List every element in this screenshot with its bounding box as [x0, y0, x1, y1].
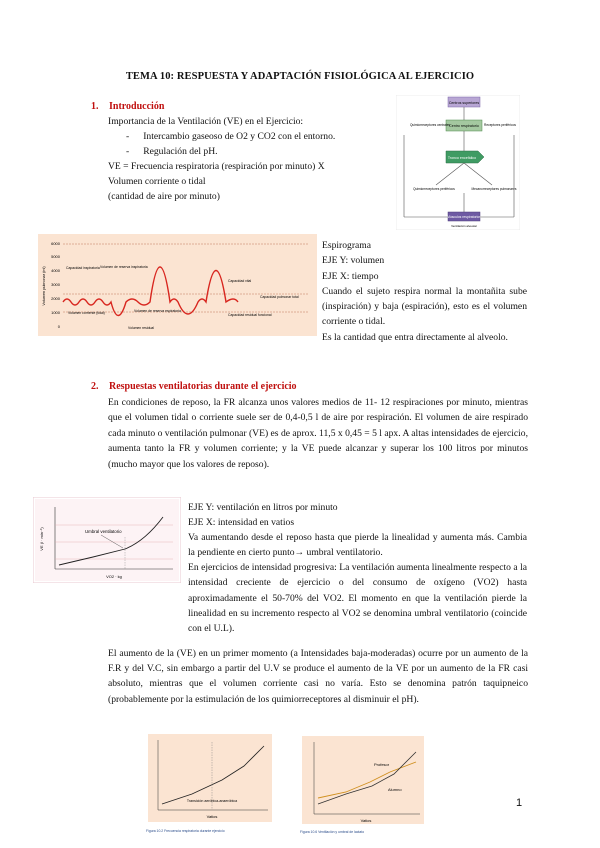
text-line: EJE Y: ventilación en litros por minuto	[188, 502, 338, 513]
text-line: Espirograma	[322, 240, 372, 251]
bullet-item: - Regulación del pH.	[126, 146, 218, 157]
tick-label: 4000	[51, 268, 60, 273]
section-1-body	[108, 114, 388, 204]
page-title: TEMA 10: RESPUESTA Y ADAPTACIÓN FISIOLÓGICA AL EJERCICIO	[125, 71, 475, 82]
label-left: Quimiorreceptores centrales	[409, 123, 451, 127]
figure-right-background	[302, 736, 424, 824]
figure-left	[142, 730, 278, 842]
label-cap-inspiratoria: Capacidad inspiratoria	[66, 266, 100, 270]
spirogram-background	[38, 234, 317, 336]
text-line: EJE Y: volumen	[322, 255, 385, 267]
label-vol-reserva-esp: Volumen de reserva espiratoria	[134, 309, 181, 313]
label-top: Centros superiores	[448, 101, 480, 105]
label-vol-reserva-insp: Volumen de reserva inspiratoria	[100, 265, 148, 269]
label-capacidad-vital: Capacidad vital	[228, 279, 252, 283]
text-line: (cantidad de aire por minuto)	[108, 191, 220, 202]
figure-right-caption: Figura 10.6 Ventilación y umbral de lactato	[300, 830, 365, 834]
label-volumen-corriente: Volumen corriente (tidal)	[68, 311, 105, 315]
figure-right-xlabel: Vatios	[360, 818, 372, 823]
ve-ylabel: VE (l · min⁻¹)	[39, 527, 44, 551]
section-title: Introducción	[109, 101, 165, 112]
section-2-heading	[91, 381, 297, 392]
label-bottom-left: Quimiorreceptores periféricos	[413, 187, 455, 191]
spirogram-figure	[38, 234, 317, 336]
figure-left-background	[148, 734, 272, 822]
spirogram-description	[322, 238, 527, 345]
page-number: 1	[516, 797, 523, 809]
tick-label: 6000	[51, 241, 60, 246]
label-center: Centro respiratorio	[449, 124, 479, 128]
figure-left-caption: Figura 10.2 Frecuencia respiratoria durante ejercicio	[146, 829, 225, 833]
text-line: Volumen corriente o tidal	[108, 176, 206, 187]
text-line: VE = Frecuencia respiratoria (respiración por minuto) X	[108, 161, 325, 172]
closing-paragraph: El aumento de la (VE) en un primer momento (a Intensidades baja-moderadas) ocurre por un aumento de la F.R y del V.C, sin embargo a partir del U.V se produce el aumento de la VE por un aumento de la FR casi absoluto, mientras que el volumen corriente casi no varía. Esto se denomina patrón taquipneico (probablemente por la estimulación de los quimiorreceptores al disminuir el pH).	[108, 648, 528, 705]
text-line: Importancia de la Ventilación (VE) en el Ejercicio:	[108, 116, 304, 127]
section-number: 1.	[91, 101, 99, 112]
tick-label: 3000	[51, 282, 60, 287]
section-title: Respuestas ventilatorias durante el ejercicio	[109, 381, 297, 392]
text-line: Va aumentando desde el reposo hasta que pierde la linealidad y aumenta más. Cambia la pendiente en cierto punto→ umbral ventilatorio.	[188, 532, 527, 559]
text-line: EJE X: intensidad en vatios	[188, 517, 295, 529]
tick-label: 2000	[51, 296, 60, 301]
label-bottom-note: Ventilación alveolar	[451, 224, 477, 228]
tick-label: 5000	[51, 254, 60, 259]
figure-right-label-a: Profesor	[374, 762, 390, 767]
figure-right-label-b: Alumno	[388, 787, 402, 792]
figure-left-annotation: Transición aeróbica-anaeróbica	[186, 799, 238, 803]
section-2-paragraph: En condiciones de reposo, la FR alcanza unos valores medios de 11- 12 respiraciones por minuto, mientras que el volumen tidal o corriente suele ser de 0,4-0,5 l de aire por respiración. El volumen de aire respirado cada minuto o ventilación pulmonar (VE) es de aprox. 11,5 x 0,45 = 5 l apx. A altas intensidades de ejercicio, aumenta tanto la FR y volumen corriente; y la VE puede alcanzar y superar los 100 litros por minutos (mucho mayor que los valores de reposo).	[108, 397, 528, 470]
label-bottom-right: Mecanorreceptores pulmonares	[471, 187, 517, 191]
bullet-item: - Intercambio gaseoso de O2 y CO2 con el entorno.	[126, 131, 336, 142]
label-cap-residual: Capacidad residual funcional	[228, 313, 272, 317]
tick-label: 0	[57, 324, 60, 329]
figure-left-xlabel: Vatios	[206, 814, 218, 819]
ve-annotation: Umbral ventilatorio	[85, 529, 122, 534]
section-number: 2.	[91, 381, 99, 392]
ve-xlabel: VO2 · kg	[106, 574, 122, 579]
text-line: Es la cantidad que entra directamente al alveolo.	[322, 331, 508, 343]
figure-right	[298, 734, 428, 844]
spirogram-ylabel: Volumen pulmonar (ml)	[42, 266, 46, 306]
text-line: En ejercicios de intensidad progresiva: La ventilación aumenta linealmente respecto a la intensidad creciente de ejercicio o del consumo de oxígeno (VO2) hasta aproximadamente el 50-70% del VO2. El momento en que la ventilación pierde la linealidad en su incremento respecto al VO2 se denomina umbral ventilatorio (coincide con el U.L).	[188, 562, 527, 634]
tick-label: 1000	[51, 310, 60, 315]
label-vol-residual: Volumen residual	[128, 326, 155, 330]
label-right: Receptores periféricos	[484, 123, 516, 127]
text-line: EJE X: tiempo	[322, 270, 379, 282]
respiratory-control-diagram	[396, 95, 520, 230]
text-line: Cuando el sujeto respira normal la montañita sube (inspiración) y baja (espiración), esto es el volumen corriente o tidal.	[322, 285, 527, 328]
section-1-heading	[91, 101, 164, 112]
label-middle: Tronco encefálico	[447, 156, 477, 160]
label-muscles: Músculos respiratorios	[447, 215, 481, 219]
ve-chart	[33, 497, 181, 583]
ve-description	[188, 500, 527, 636]
label-capacidad-pulmonar-total: Capacidad pulmonar total	[260, 295, 299, 299]
